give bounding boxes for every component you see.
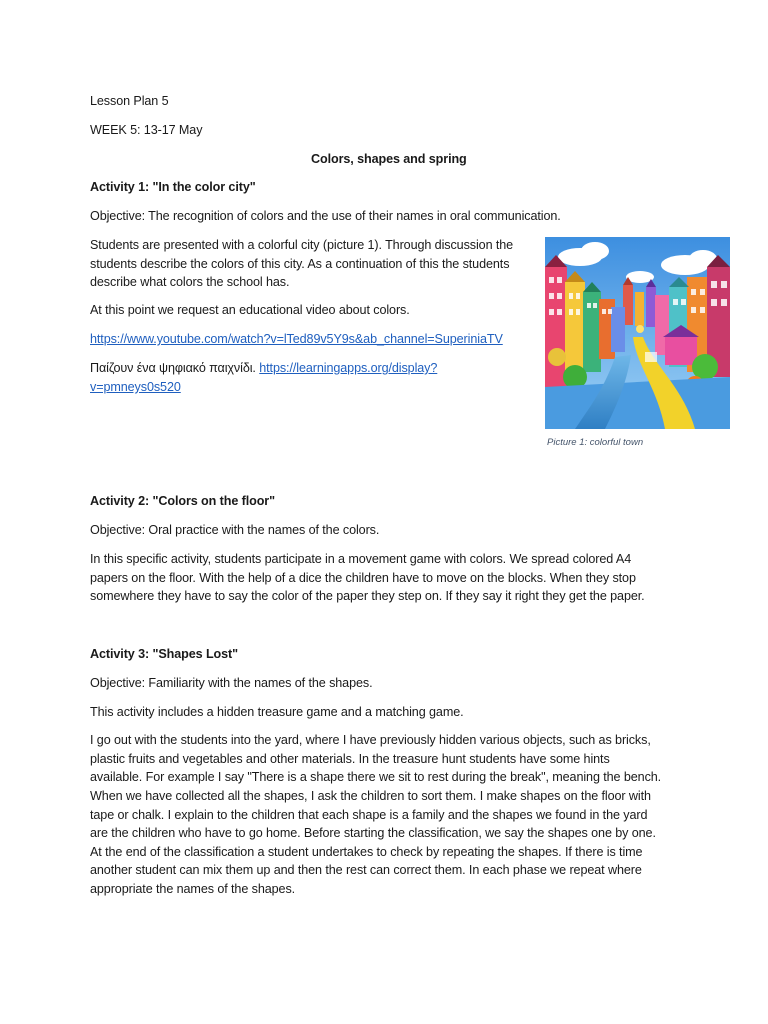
picture-caption: Picture 1: colorful town <box>547 437 644 448</box>
colorful-town-image <box>545 237 730 429</box>
week-label: WEEK 5: 13-17 May <box>90 123 203 137</box>
activity-2-heading: Activity 2: "Colors on the floor" <box>90 494 275 508</box>
activity-3-paragraph-line: are the children who have to go home. Before starting the classification, we say the shapes one by one. <box>90 826 656 840</box>
activity-3-paragraph-line: another student can mix them up and then the rest can correct them. In each phase we repeat where <box>90 863 642 877</box>
activity-3-heading: Activity 3: "Shapes Lost" <box>90 647 239 661</box>
activity-3-paragraph-line: appropriate the names of the shapes. <box>90 882 296 896</box>
digital-game-text: Παίζουν ένα ψηφιακό παιχνίδι. <box>90 361 260 375</box>
learningapps-link-continued[interactable]: v=pmneys0s520 <box>90 380 181 394</box>
activity-1-paragraph-line: describe what colors the school has. <box>90 275 290 289</box>
activity-1-objective: Objective: The recognition of colors and the use of their names in oral communication. <box>90 209 561 223</box>
activity-1-paragraph-line: Students are presented with a colorful city (picture 1). Through discussion the <box>90 238 514 252</box>
activity-3-paragraph-line: tape or chalk. I explain to the children that each shape is a family and the shapes we found in the yard <box>90 808 648 822</box>
activity-2-paragraph-line: papers on the floor. With the help of a dice the children have to move on the blocks. When they stop <box>90 571 636 585</box>
activity-3-objective: Objective: Familiarity with the names of the shapes. <box>90 676 373 690</box>
document-title: Colors, shapes and spring <box>311 152 467 166</box>
activity-2-paragraph-line: somewhere they have to say the color of the paper they step on. If they say it right they get the paper. <box>90 589 645 603</box>
activity-3-paragraph-line: When we have collected all the shapes, I ask the children to sort them. I make shapes on the floor with <box>90 789 651 803</box>
learningapps-link[interactable]: https://learningapps.org/display? <box>259 361 438 375</box>
activity-3-paragraph-line: I go out with the students into the yard, where I have previously hidden various objects, such as bricks, <box>90 733 651 747</box>
activity-2-objective: Objective: Oral practice with the names of the colors. <box>90 523 380 537</box>
activity-1-heading: Activity 1: "In the color city" <box>90 180 256 194</box>
activity-3-intro: This activity includes a hidden treasure game and a matching game. <box>90 705 464 719</box>
activity-3-paragraph-line: plastic fruits and vegetables and other materials. In the treasure hunt students have some hints <box>90 752 610 766</box>
activity-1-video-request: At this point we request an educational video about colors. <box>90 303 410 317</box>
activity-3-paragraph-line: At the end of the classification a student undertakes to check by repeating the shapes. If there is time <box>90 845 643 859</box>
activity-2-paragraph-line: In this specific activity, students participate in a movement game with colors. We spread colored A4 <box>90 552 632 566</box>
lesson-label: Lesson Plan 5 <box>90 94 169 108</box>
activity-1-paragraph-line: students describe the colors of this city. As a continuation of this the students <box>90 257 510 271</box>
youtube-video-link[interactable]: https://www.youtube.com/watch?v=lTed89v5Y9s&ab_channel=SuperiniaTV <box>90 332 503 346</box>
activity-3-paragraph-line: available. For example I say "There is a shape there we sit to rest during the break", meaning the bench. <box>90 770 662 784</box>
